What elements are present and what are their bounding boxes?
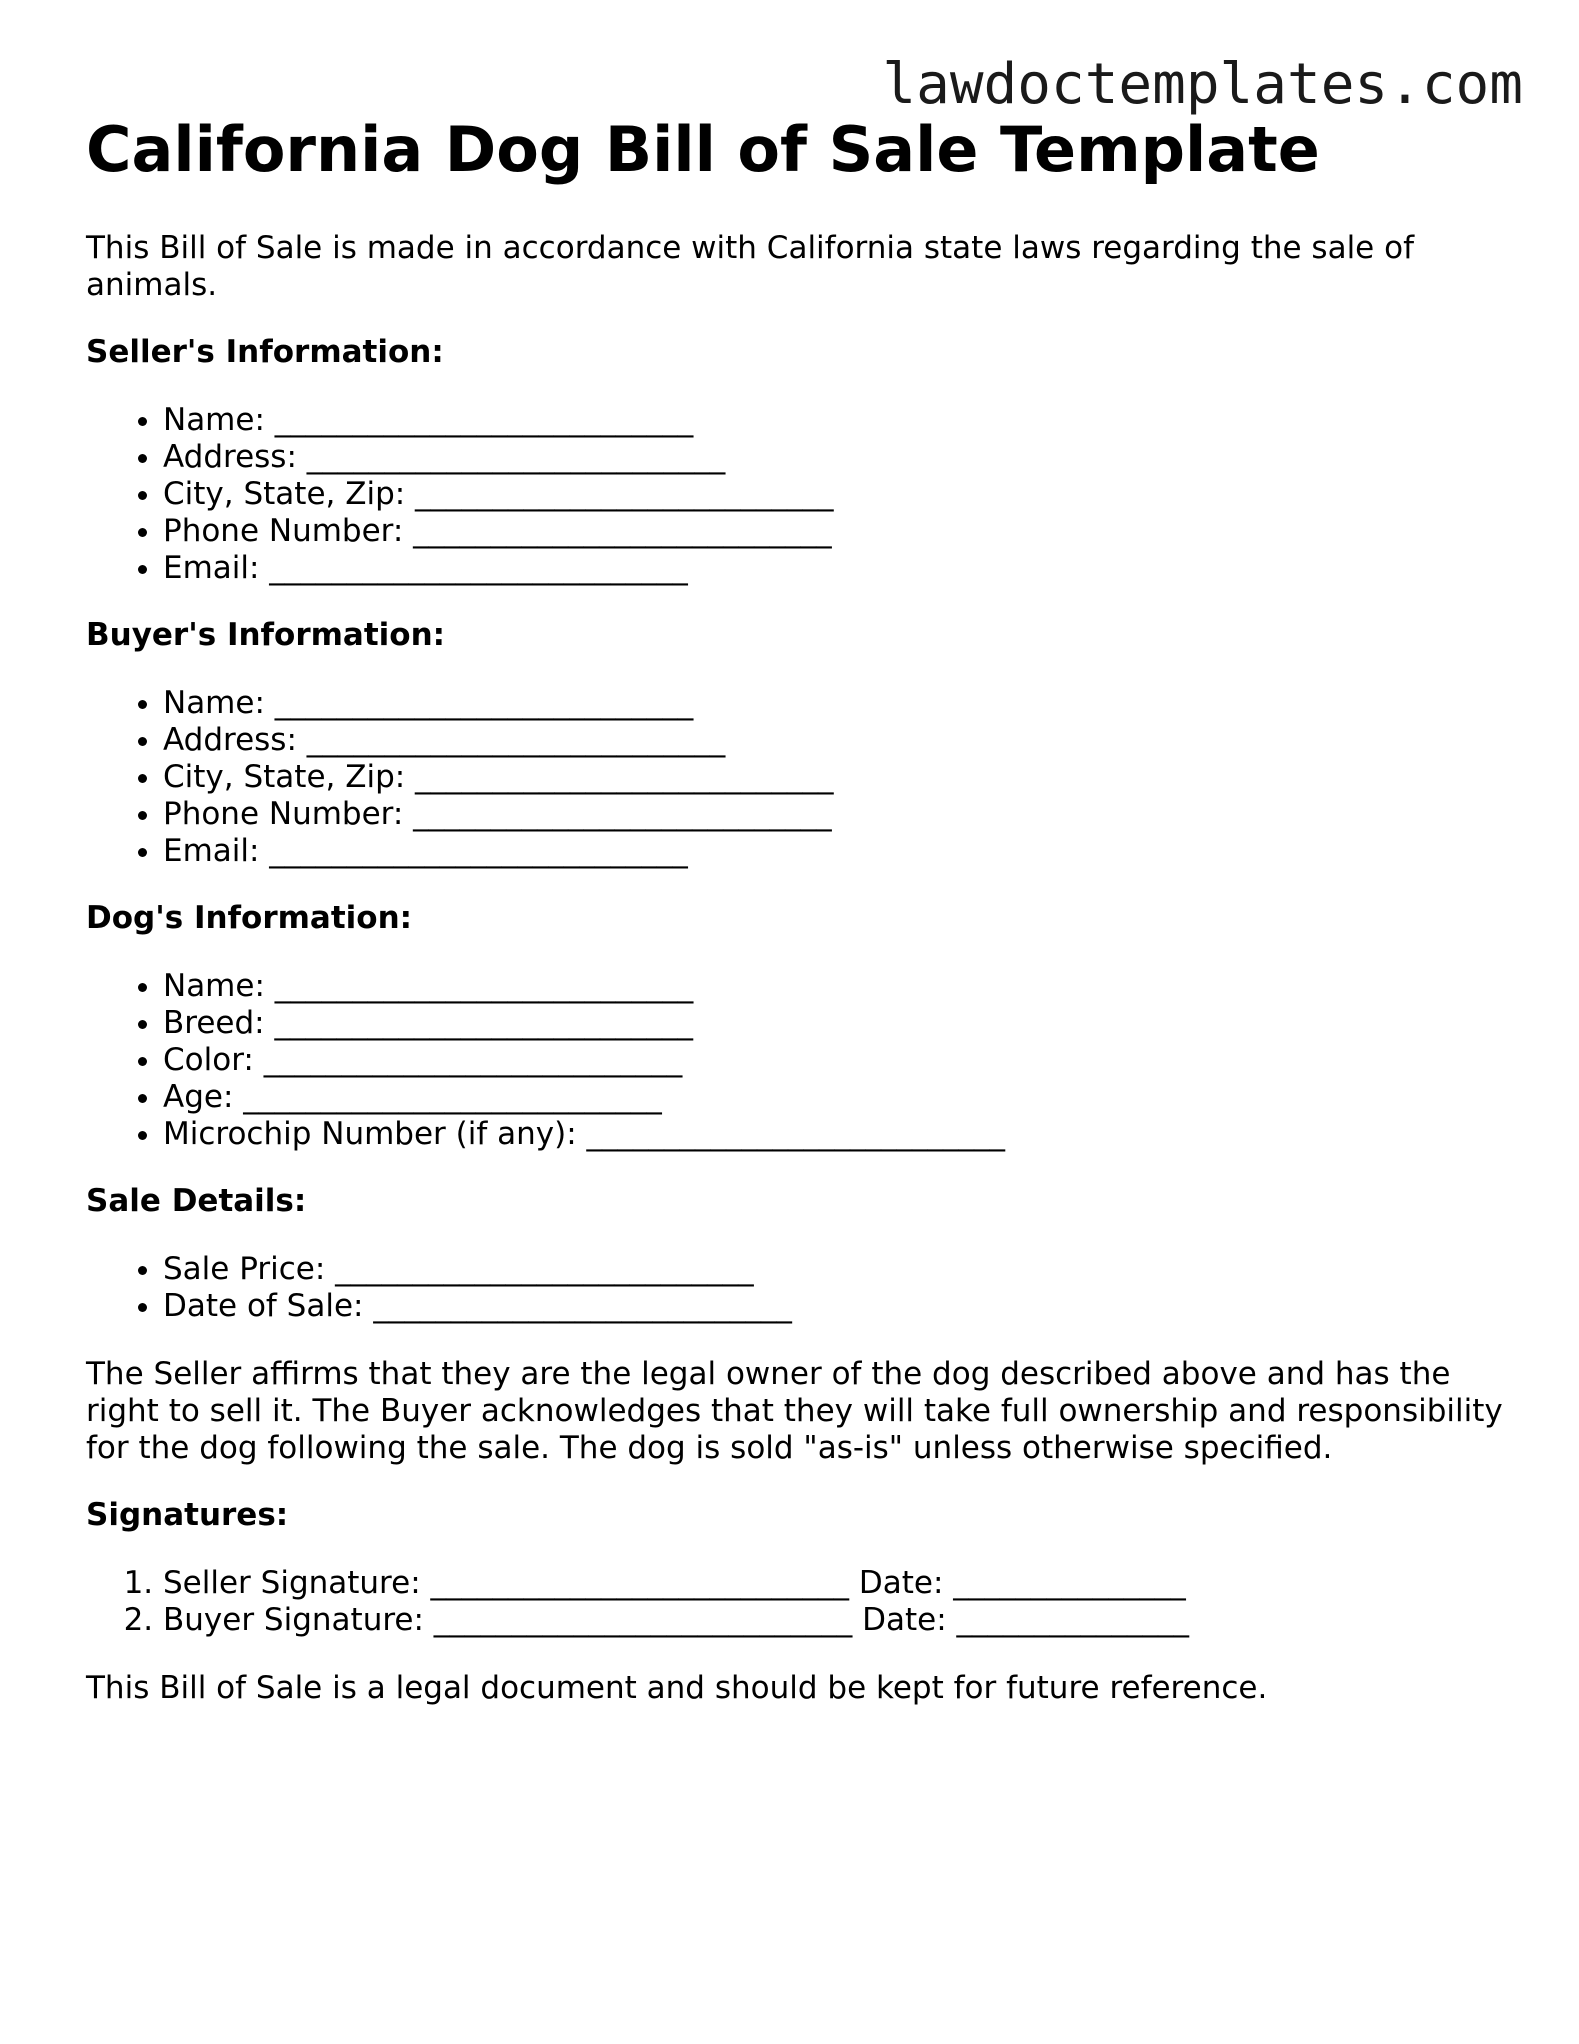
seller-signature-line: 1. Seller Signature: ___________________________ Date: _______________ (163, 1565, 1506, 1602)
dog-section-heading: Dog's Information: (86, 900, 413, 936)
sale-details-list (86, 1251, 1506, 1325)
buyer-address-field: • Address: ___________________________ (163, 722, 1506, 759)
dog-breed-field: • Breed: ___________________________ (163, 1005, 1506, 1042)
buyer-section-heading: Buyer's Information: (86, 617, 446, 653)
closing-paragraph: This Bill of Sale is a legal document and should be kept for future reference. (86, 1670, 1268, 1706)
affirmation-paragraph: The Seller affirms that they are the legal owner of the dog described above and has the right to sell it. The Buyer acknowledges that they will take full ownership and responsibility for the dog following the sale. The dog is sold "as-is" unless otherwise specified. (86, 1356, 1503, 1466)
sale-section-heading: Sale Details: (86, 1183, 307, 1219)
document-page (86, 108, 1506, 1707)
dog-color-field: • Color: ___________________________ (163, 1042, 1506, 1079)
dog-info-list (86, 968, 1506, 1153)
buyer-name-field: • Name: ___________________________ (163, 685, 1506, 722)
seller-address-field: • Address: ___________________________ (163, 439, 1506, 476)
signatures-section-heading: Signatures: (86, 1497, 289, 1533)
sale-price-field: • Sale Price: ___________________________ (163, 1251, 1506, 1288)
document-title: California Dog Bill of Sale Template (86, 113, 1320, 186)
intro-paragraph: This Bill of Sale is made in accordance with California state laws regarding the sale of animals. (86, 230, 1414, 303)
buyer-email-field: • Email: ___________________________ (163, 833, 1506, 870)
buyer-city-state-zip-field: • City, State, Zip: ___________________________ (163, 759, 1506, 796)
signatures-list (86, 1565, 1506, 1639)
sale-date-field: • Date of Sale: ___________________________ (163, 1288, 1506, 1325)
dog-name-field: • Name: ___________________________ (163, 968, 1506, 1005)
seller-city-state-zip-field: • City, State, Zip: ___________________________ (163, 476, 1506, 513)
buyer-phone-field: • Phone Number: ___________________________ (163, 796, 1506, 833)
dog-age-field: • Age: ___________________________ (163, 1079, 1506, 1116)
seller-phone-field: • Phone Number: ___________________________ (163, 513, 1506, 550)
buyer-signature-line: 2. Buyer Signature: ___________________________ Date: _______________ (163, 1602, 1506, 1639)
seller-name-field: • Name: ___________________________ (163, 402, 1506, 439)
seller-email-field: • Email: ___________________________ (163, 550, 1506, 587)
seller-info-list (86, 402, 1506, 587)
dog-microchip-field: • Microchip Number (if any): ___________________________ (163, 1116, 1506, 1153)
buyer-info-list (86, 685, 1506, 870)
watermark-logo-text: lawdoctemplates.com (882, 52, 1523, 117)
seller-section-heading: Seller's Information: (86, 334, 444, 370)
